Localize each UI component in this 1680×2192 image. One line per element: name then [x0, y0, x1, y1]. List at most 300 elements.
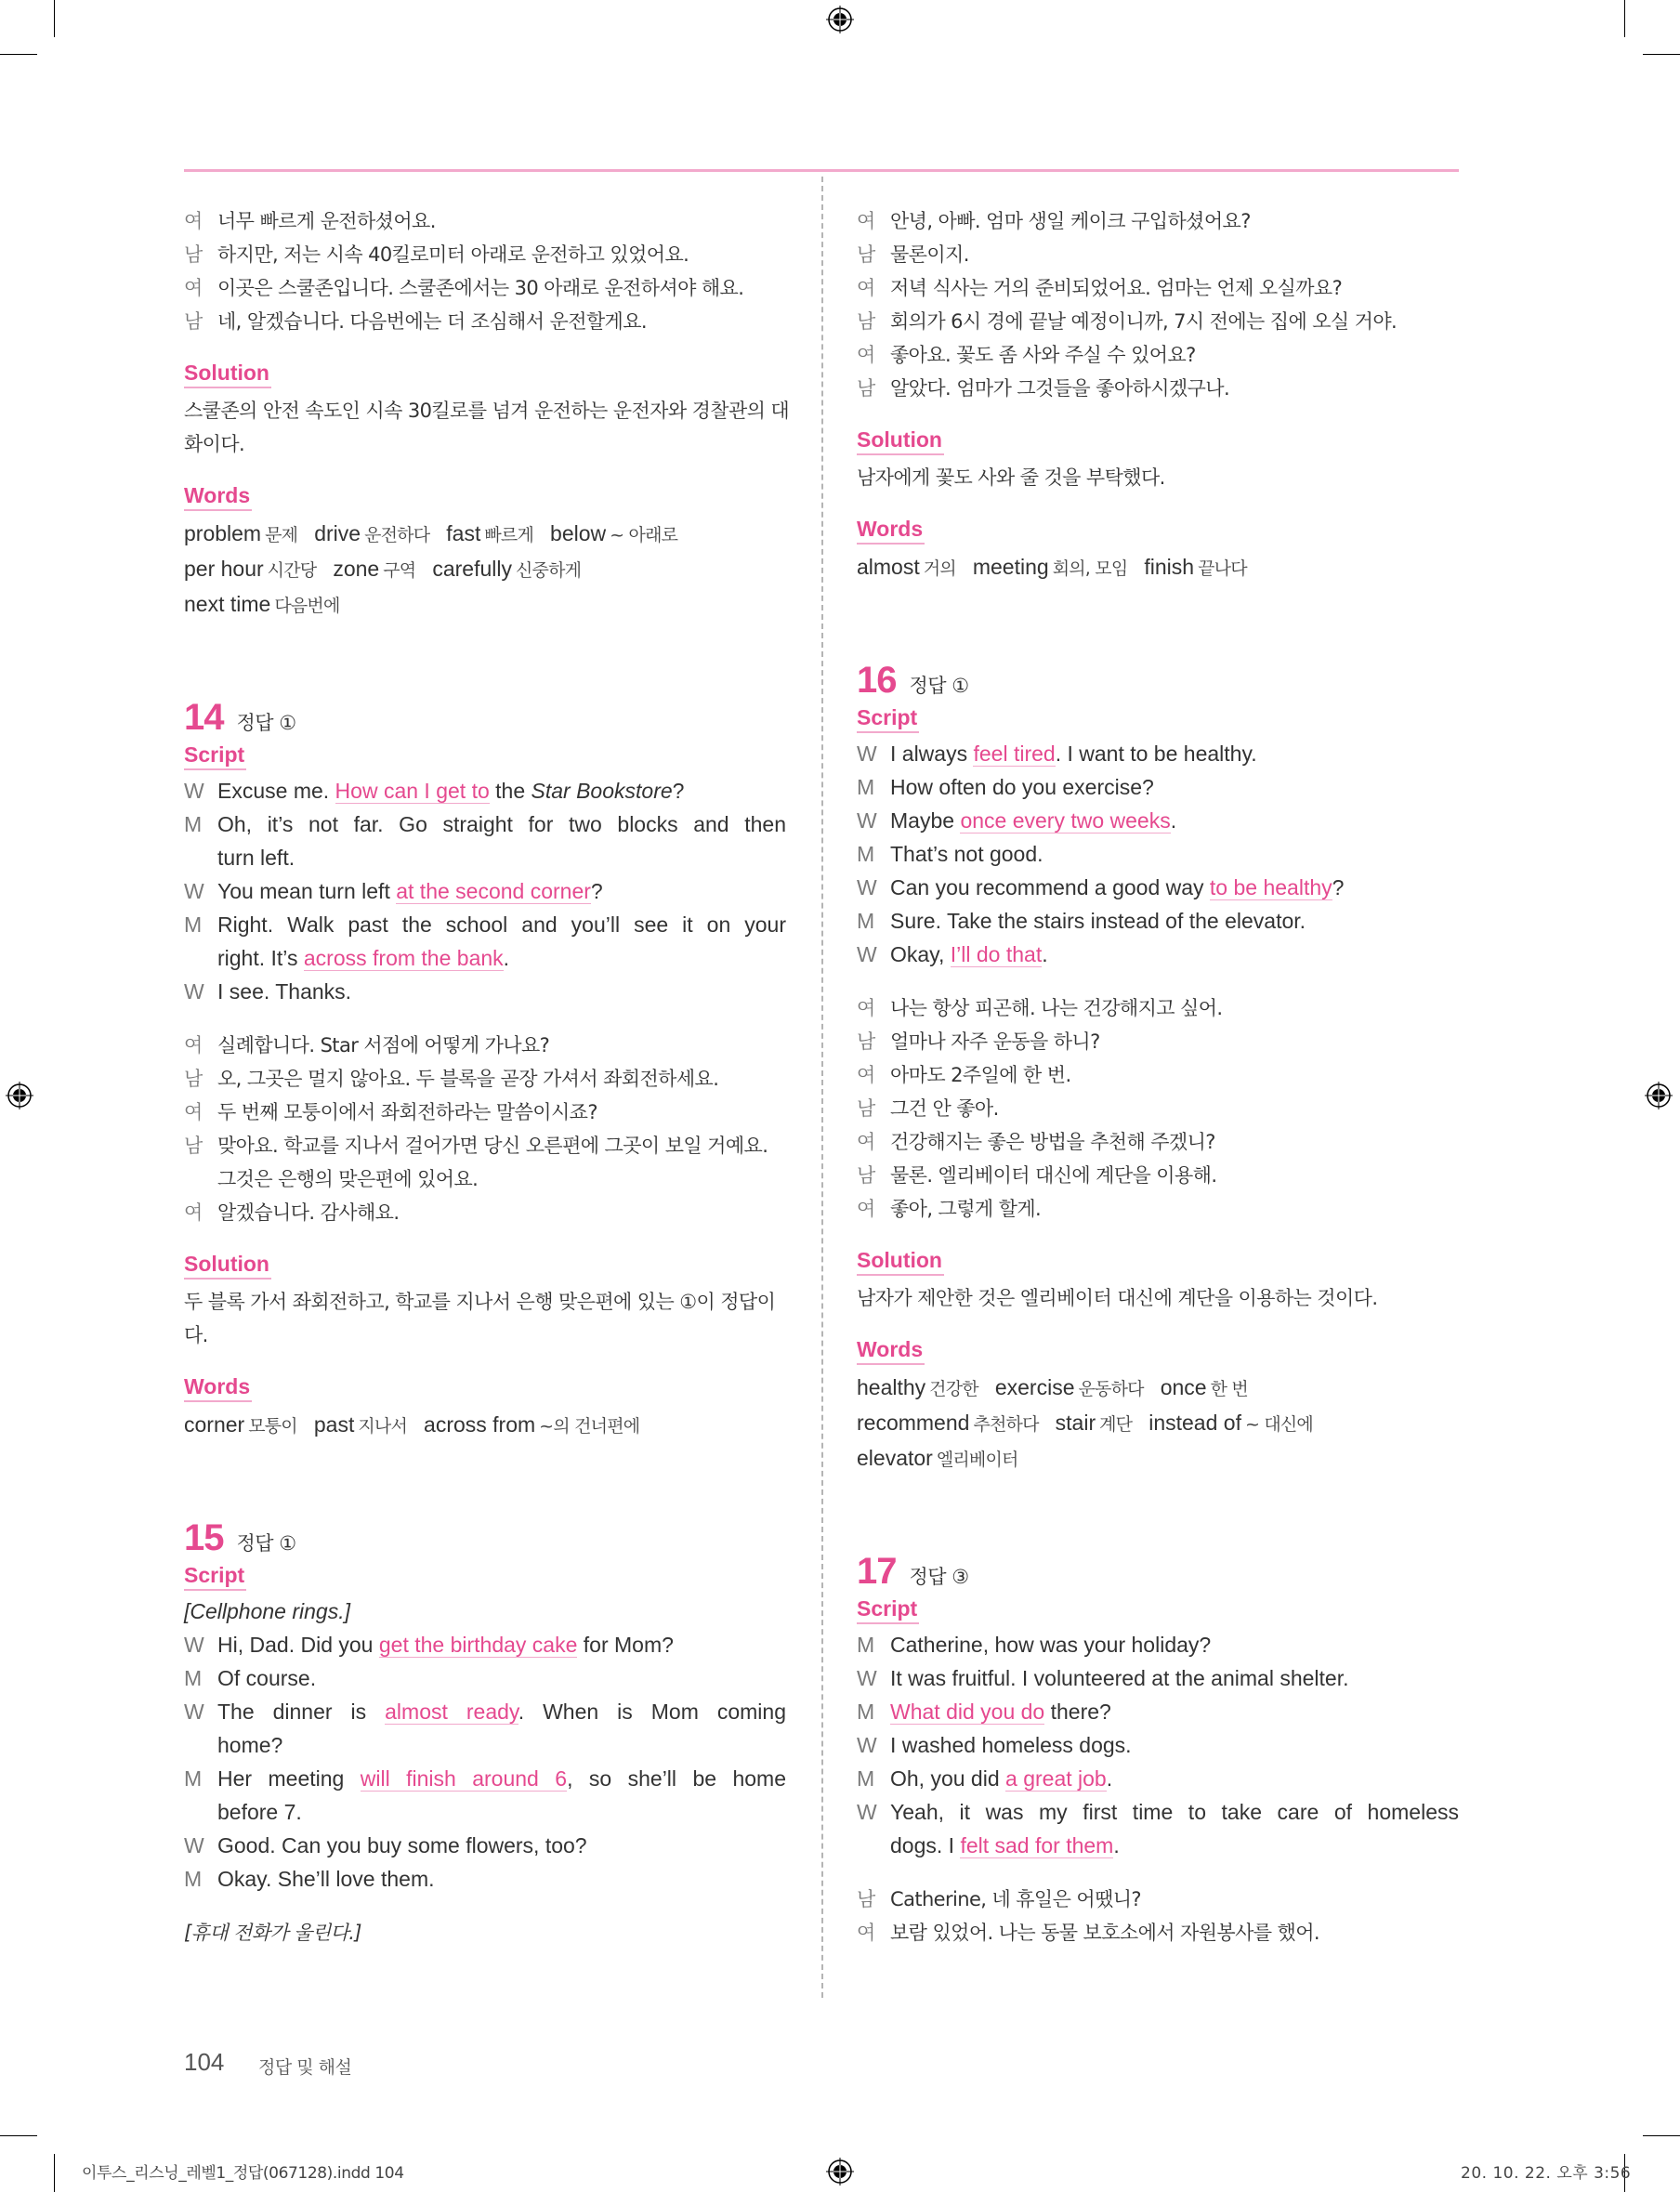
answer-label: 정답 ① [909, 675, 969, 697]
script-text: Okay, [890, 942, 951, 966]
question-header [184, 697, 786, 739]
script-line [184, 841, 786, 874]
script-text: How often do you exercise? [890, 775, 1154, 799]
dialogue-text: 그건 안 좋아. [890, 1097, 999, 1120]
word-meaning: 엘리베이터 [936, 1450, 1018, 1470]
word-list [857, 1371, 1459, 1477]
script-line [184, 908, 786, 941]
dialogue-text: 안녕, 아빠. 엄마 생일 케이크 구입하셨어요? [890, 210, 1251, 232]
word-meaning: ~의 건너편에 [539, 1416, 640, 1437]
highlighted-phrase: What did you do [890, 1700, 1045, 1724]
word-meaning: ~ 아래로 [610, 525, 678, 545]
word-english: below [550, 521, 607, 545]
script-text: Oh, it’s not far. Go straight for two blocks and then [217, 812, 786, 836]
script-line [184, 1862, 786, 1896]
script-line [857, 1695, 1459, 1728]
dialogue-korean [184, 204, 786, 338]
dialogue-line [184, 1029, 786, 1062]
dialogue-line [857, 1883, 1459, 1916]
script-text: . When is Mom coming [518, 1700, 786, 1724]
word-row [184, 517, 786, 552]
dialogue-line [184, 238, 786, 271]
highlighted-phrase: feel tired [973, 742, 1056, 766]
speaker-label: 여 [857, 210, 875, 232]
solution-line: 남자에게 꽃도 사와 줄 것을 부탁했다. [857, 466, 1165, 489]
speaker-label: W [857, 942, 877, 966]
registration-mark-icon [6, 1082, 33, 1109]
speaker-label: 여 [857, 344, 875, 366]
script-text: Her meeting [217, 1766, 361, 1791]
dialogue-text: 좋아요. 꽃도 좀 사와 주실 수 있어요? [890, 344, 1196, 366]
dialogue-text: 하지만, 저는 시속 40킬로미터 아래로 운전하고 있었어요. [217, 243, 689, 266]
word-english: instead of [1148, 1411, 1241, 1435]
script-line [184, 941, 786, 975]
script-line [857, 1628, 1459, 1661]
dialogue-text: 알았다. 엄마가 그것들을 좋아하시겠구나. [890, 377, 1230, 400]
speaker-label: 남 [857, 1888, 875, 1910]
script-text: Yeah, it was my first time to take care of homeless [890, 1800, 1459, 1824]
solution-text [184, 1285, 786, 1352]
script-line [184, 975, 786, 1008]
script-text: Catherine, how was your holiday? [890, 1633, 1212, 1657]
speaker-label: 남 [857, 310, 875, 333]
dialogue-korean [857, 204, 1459, 405]
speaker-label: 남 [184, 1135, 203, 1157]
script-text: there? [1044, 1700, 1111, 1724]
speaker-label: 남 [857, 1097, 875, 1120]
dialogue-text: 오, 그곳은 멀지 않아요. 두 블록을 곧장 가셔서 좌회전하세요. [217, 1068, 719, 1090]
script-text: Oh, you did [890, 1766, 1006, 1791]
script-text: before 7. [217, 1800, 302, 1824]
dialogue-text: 이곳은 스쿨존입니다. 스쿨존에서는 30 아래로 운전하셔야 해요. [217, 277, 744, 299]
script-heading: Script [857, 1595, 919, 1624]
script-heading: Script [184, 741, 246, 770]
word-english: once [1160, 1375, 1207, 1399]
speaker-label: 여 [184, 210, 203, 232]
speaker-label: 남 [184, 310, 203, 333]
dialogue-korean [857, 1883, 1459, 1949]
script-text: The dinner is [217, 1700, 386, 1724]
speaker-label: W [857, 808, 877, 833]
solution-line: 남자가 제안한 것은 엘리베이터 대신에 계단을 이용하는 것이다. [857, 1287, 1378, 1309]
speaker-label: 여 [857, 1198, 875, 1220]
dialogue-line [857, 1058, 1459, 1092]
word-list [857, 550, 1459, 585]
script-dialogue [184, 774, 786, 1008]
dialogue-text: 아마도 2주일에 한 번. [890, 1064, 1071, 1086]
dialogue-line [184, 1062, 786, 1096]
word-row [857, 1371, 1459, 1406]
word-row [857, 1441, 1459, 1477]
word-meaning: 신중하게 [515, 560, 582, 581]
script-line [184, 1695, 786, 1728]
dialogue-text: 회의가 6시 경에 끝날 예정이니까, 7시 전에는 집에 오실 거야. [890, 310, 1398, 333]
solution-heading: Solution [857, 426, 944, 455]
dialogue-line [857, 204, 1459, 238]
registration-mark-icon [826, 6, 854, 33]
highlighted-phrase: to be healthy [1209, 875, 1332, 899]
script-line [857, 737, 1459, 770]
word-english: problem [184, 521, 262, 545]
dialogue-text: 좋아, 그렇게 할게. [890, 1198, 1042, 1220]
dialogue-text: 맞아요. 학교를 지나서 걸어가면 당신 오른편에 그곳이 보일 거예요. [217, 1135, 768, 1157]
script-text: I always [890, 742, 974, 766]
dialogue-text: 물론이지. [890, 243, 969, 266]
script-line [857, 1728, 1459, 1762]
speaker-label: W [184, 779, 204, 803]
script-line [184, 1795, 786, 1829]
word-row [184, 587, 786, 623]
question-header [184, 1517, 786, 1559]
speaker-label: M [857, 1766, 875, 1791]
word-meaning: 회의, 모임 [1052, 558, 1128, 579]
dialogue-line [857, 1025, 1459, 1058]
question-number: 16 [857, 660, 897, 701]
script-line [857, 804, 1459, 837]
answer-label: 정답 ③ [909, 1566, 969, 1588]
speaker-label: 여 [184, 1101, 203, 1123]
script-text: You mean turn left [217, 879, 397, 903]
speaker-label: 여 [857, 1064, 875, 1086]
speaker-label: W [857, 1666, 877, 1690]
script-line [857, 837, 1459, 871]
speaker-label: W [184, 879, 204, 903]
dialogue-line [857, 1192, 1459, 1226]
script-text: Can you recommend a good way [890, 875, 1210, 899]
word-english: fast [446, 521, 481, 545]
print-slug: 이투스_리스닝_레벨1_정답(067128).indd 104 [82, 2164, 404, 2183]
word-meaning: 운동하다 [1078, 1379, 1144, 1399]
dialogue-line [857, 238, 1459, 271]
dialogue-line [184, 1096, 786, 1129]
script-text: dogs. I [890, 1833, 961, 1857]
word-meaning: 지나서 [358, 1416, 408, 1437]
words-heading: Words [184, 481, 252, 511]
dialogue-text: Catherine, 네 휴일은 어땠니? [890, 1888, 1141, 1910]
registration-mark-icon [826, 2158, 854, 2185]
script-text: I see. Thanks. [217, 979, 352, 1004]
left-column [184, 204, 790, 1949]
word-meaning: 구역 [383, 560, 416, 581]
script-text: Star Bookstore [531, 779, 673, 803]
speaker-label: W [184, 1833, 204, 1857]
script-text: . [1106, 1766, 1113, 1791]
solution-text [857, 461, 1459, 494]
script-text: Maybe [890, 808, 961, 833]
dialogue-text: 네, 알겠습니다. 다음번에는 더 조심해서 운전할게요. [217, 310, 648, 333]
speaker-label: 여 [184, 277, 203, 299]
word-meaning: 다음번에 [274, 596, 340, 616]
highlighted-phrase: How can I get to [335, 779, 490, 803]
script-text: It was fruitful. I volunteered at the animal shelter. [890, 1666, 1349, 1690]
words-heading: Words [184, 1372, 252, 1402]
script-text: I washed homeless dogs. [890, 1733, 1132, 1757]
speaker-label: 남 [857, 1030, 875, 1053]
word-english: finish [1144, 555, 1195, 579]
crop-mark [0, 2135, 37, 2136]
word-meaning: 시간당 [267, 560, 317, 581]
word-meaning: 문제 [265, 525, 298, 545]
header-rule [184, 169, 1459, 172]
dialogue-line [184, 1162, 786, 1196]
highlighted-phrase: felt sad for them [960, 1833, 1114, 1857]
word-meaning: 추천하다 [973, 1414, 1039, 1435]
script-text: . I want to be healthy. [1055, 742, 1257, 766]
script-line [857, 1829, 1459, 1862]
crop-mark [1624, 0, 1625, 37]
script-text: ? [672, 779, 685, 803]
word-english: past [313, 1412, 355, 1437]
question-header [857, 1551, 1459, 1593]
print-timestamp: 20. 10. 22. 오후 3:56 [1461, 2164, 1632, 2183]
script-text: Good. Can you buy some flowers, too? [217, 1833, 587, 1857]
dialogue-line [857, 305, 1459, 338]
speaker-label: 남 [184, 243, 203, 266]
speaker-label: M [857, 775, 875, 799]
script-line [184, 774, 786, 807]
speaker-label: 여 [857, 1131, 875, 1153]
speaker-label: M [857, 842, 875, 866]
speaker-label: M [184, 1766, 203, 1791]
highlighted-phrase: across from the bank [303, 946, 504, 970]
script-text: . [1042, 942, 1048, 966]
highlighted-phrase: will finish around 6 [360, 1766, 568, 1791]
dialogue-line [857, 372, 1459, 405]
word-english: zone [333, 557, 380, 581]
speaker-label: W [857, 1800, 877, 1824]
word-meaning: 끝나다 [1198, 558, 1247, 579]
dialogue-line [857, 271, 1459, 305]
word-meaning: 건강한 [929, 1379, 978, 1399]
script-line [184, 1762, 786, 1795]
crop-mark [54, 2154, 55, 2192]
word-english: stair [1055, 1411, 1096, 1435]
dialogue-text: 물론. 엘리베이터 대신에 계단을 이용해. [890, 1164, 1217, 1187]
script-heading: Script [184, 1561, 246, 1591]
question-number: 14 [184, 697, 224, 738]
highlighted-phrase: at the second corner [396, 879, 591, 903]
word-meaning: 계단 [1099, 1414, 1133, 1435]
script-line [857, 904, 1459, 938]
word-english: exercise [994, 1375, 1075, 1399]
crop-mark [54, 0, 55, 37]
speaker-label: M [857, 1700, 875, 1724]
script-text: . [503, 946, 510, 970]
word-row [184, 552, 786, 587]
word-english: almost [857, 555, 920, 579]
stage-direction-korean: [휴대 전화가 울린다.] [184, 1922, 361, 1944]
word-english: carefully [432, 557, 512, 581]
script-dialogue [184, 1628, 786, 1896]
speaker-label: M [857, 909, 875, 933]
crop-mark [0, 54, 37, 55]
highlighted-phrase: once every two weeks [960, 808, 1171, 833]
script-text: Okay. She’ll love them. [217, 1867, 435, 1891]
script-text: . [1170, 808, 1177, 833]
script-text: right. It’s [217, 946, 304, 970]
dialogue-line [857, 1159, 1459, 1192]
dialogue-text: 알겠습니다. 감사해요. [217, 1201, 400, 1224]
script-text: ? [590, 879, 603, 903]
script-text: turn left. [217, 846, 295, 870]
solution-line: 두 블록 가서 좌회전하고, 학교를 지나서 은행 맞은편에 있는 ①이 정답이 [184, 1291, 776, 1313]
dialogue-line [857, 1916, 1459, 1949]
dialogue-text: 너무 빠르게 운전하셨어요. [217, 210, 436, 232]
highlighted-phrase: almost ready [385, 1700, 518, 1724]
stage-direction: [Cellphone rings.] [184, 1599, 350, 1623]
speaker-label: W [184, 979, 204, 1004]
speaker-label: M [184, 1666, 203, 1690]
script-line [857, 871, 1459, 904]
speaker-label: 여 [857, 1922, 875, 1944]
word-english: healthy [857, 1375, 926, 1399]
solution-text [184, 394, 790, 461]
word-meaning: 거의 [923, 558, 956, 579]
speaker-label: 남 [857, 243, 875, 266]
crop-mark [1643, 54, 1680, 55]
answer-label: 정답 ① [236, 712, 296, 734]
script-text: home? [217, 1733, 283, 1757]
script-line [184, 1728, 786, 1762]
speaker-label: 남 [857, 377, 875, 400]
crop-mark [1643, 2135, 1680, 2136]
column-divider [821, 177, 823, 1998]
words-heading: Words [857, 515, 925, 545]
script-line [184, 1829, 786, 1862]
solution-line: 화이다. [184, 433, 245, 455]
dialogue-line [857, 338, 1459, 372]
speaker-label: 여 [184, 1034, 203, 1057]
words-heading: Words [857, 1335, 925, 1365]
word-english: elevator [857, 1446, 933, 1470]
answer-label: 정답 ① [236, 1532, 296, 1555]
script-dialogue [857, 737, 1459, 971]
word-english: corner [184, 1412, 245, 1437]
dialogue-text: 나는 항상 피곤해. 나는 건강해지고 싶어. [890, 997, 1223, 1019]
script-text: Right. Walk past the school and you’ll see it on your [217, 912, 786, 937]
speaker-label: 여 [184, 1201, 203, 1224]
dialogue-korean [857, 991, 1459, 1226]
speaker-label: W [184, 1700, 204, 1724]
question-number: 15 [184, 1517, 224, 1558]
word-meaning: 한 번 [1210, 1379, 1248, 1399]
solution-line: 스쿨존의 안전 속도인 시속 30킬로를 넘겨 운전하는 운전자와 경찰관의 대 [184, 400, 790, 422]
dialogue-line [857, 991, 1459, 1025]
speaker-label: W [857, 875, 877, 899]
solution-heading: Solution [857, 1246, 944, 1276]
dialogue-text: 얼마나 자주 운동을 하니? [890, 1030, 1100, 1053]
dialogue-text: 저녁 식사는 거의 준비되었어요. 엄마는 언제 오실까요? [890, 277, 1343, 299]
dialogue-line [857, 1125, 1459, 1159]
word-row [184, 1408, 786, 1443]
script-text: for Mom? [577, 1633, 674, 1657]
script-text: the [489, 779, 532, 803]
dialogue-line [184, 305, 786, 338]
script-line [857, 1762, 1459, 1795]
word-english: across from [424, 1412, 536, 1437]
speaker-label: 남 [184, 1068, 203, 1090]
script-text: Excuse me. [217, 779, 335, 803]
script-text: Hi, Dad. Did you [217, 1633, 379, 1657]
solution-heading: Solution [184, 359, 271, 388]
question-header [857, 660, 1459, 702]
dialogue-line [184, 271, 786, 305]
registration-mark-icon [1645, 1082, 1673, 1109]
dialogue-line [857, 1092, 1459, 1125]
highlighted-phrase: a great job [1005, 1766, 1107, 1791]
dialogue-text: 두 번째 모퉁이에서 좌회전하라는 말씀이시죠? [217, 1101, 597, 1123]
speaker-label: M [184, 912, 203, 937]
word-meaning: 빠르게 [484, 525, 534, 545]
word-meaning: 운전하다 [364, 525, 430, 545]
script-line [184, 1628, 786, 1661]
dialogue-text: 건강해지는 좋은 방법을 추천해 주겠니? [890, 1131, 1215, 1153]
footer-label: 정답 및 해설 [258, 2057, 352, 2078]
dialogue-line [184, 1129, 786, 1162]
script-line [857, 938, 1459, 971]
word-row [857, 550, 1459, 585]
script-text: Of course. [217, 1666, 317, 1690]
dialogue-text: 실례합니다. Star 서점에 어떻게 가나요? [217, 1034, 550, 1057]
page-number: 104 [184, 2048, 225, 2076]
dialogue-text: 보람 있었어. 나는 동물 보호소에서 자원봉사를 했어. [890, 1922, 1320, 1944]
solution-line: 다. [184, 1324, 208, 1346]
script-line [857, 1795, 1459, 1829]
word-english: recommend [857, 1411, 970, 1435]
script-line [184, 874, 786, 908]
script-line [184, 1661, 786, 1695]
script-text: . [1113, 1833, 1120, 1857]
speaker-label: W [184, 1633, 204, 1657]
script-text: Sure. Take the stairs instead of the elevator. [890, 909, 1306, 933]
right-column [857, 204, 1459, 1949]
script-dialogue [857, 1628, 1459, 1862]
solution-text [857, 1281, 1459, 1315]
question-number: 17 [857, 1551, 897, 1592]
script-line [857, 770, 1459, 804]
word-list [184, 517, 786, 623]
speaker-label: 남 [857, 1164, 875, 1187]
speaker-label: M [184, 1867, 203, 1891]
word-meaning: ~ 대신에 [1244, 1414, 1313, 1435]
dialogue-line [184, 1196, 786, 1229]
highlighted-phrase: get the birthday cake [378, 1633, 578, 1657]
speaker-label: 여 [857, 997, 875, 1019]
dialogue-korean [184, 1029, 786, 1229]
dialogue-text: 그것은 은행의 맞은편에 있어요. [217, 1168, 479, 1190]
speaker-label: W [857, 742, 877, 766]
dialogue-line [184, 204, 786, 238]
script-heading: Script [857, 703, 919, 733]
solution-heading: Solution [184, 1250, 271, 1280]
speaker-label: M [857, 1633, 875, 1657]
script-text: That’s not good. [890, 842, 1043, 866]
word-list [184, 1408, 786, 1443]
script-text: ? [1332, 875, 1345, 899]
word-english: drive [314, 521, 361, 545]
word-english: meeting [972, 555, 1049, 579]
word-english: next time [184, 592, 271, 616]
word-row [857, 1406, 1459, 1441]
highlighted-phrase: I’ll do that [950, 942, 1043, 966]
speaker-label: W [857, 1733, 877, 1757]
speaker-label: M [184, 812, 203, 836]
script-line [184, 807, 786, 841]
script-line [857, 1661, 1459, 1695]
speaker-label: 여 [857, 277, 875, 299]
word-meaning: 모퉁이 [248, 1416, 297, 1437]
script-text: , so she’ll be home [567, 1766, 786, 1791]
